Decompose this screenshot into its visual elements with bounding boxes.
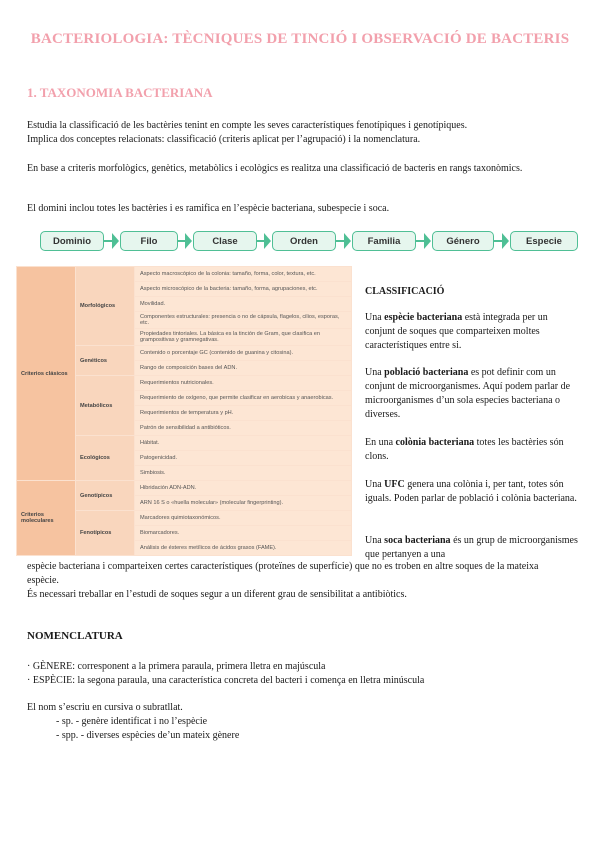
section-heading-taxonomia: 1. TAXONOMIA BACTERIANA <box>27 85 213 100</box>
flow-arrow-icon <box>112 233 119 249</box>
intro-line-1: Estudia la classificació de les bactèries tenint en compte les seves característiques fenotípiques i genotípiques. <box>27 120 468 131</box>
text-span: genera una colònia i, per tant, totes són iguals. Poden parlar de població i colònia bacteriana. <box>365 479 577 504</box>
criteria-item: Biomarcadores. <box>135 526 352 541</box>
especie-paragraph <box>365 311 580 353</box>
flow-arrow-line <box>416 240 424 242</box>
flow-node-familia: Familia <box>352 231 416 251</box>
classification-heading: CLASSIFICACIÓ <box>365 286 445 297</box>
nomenclature-heading: NOMENCLATURA <box>27 630 123 642</box>
criteria-item: ARN 16 S o «huella molecular» (molecular fingerprinting). <box>135 496 352 511</box>
subgroup-cell: Ecológicos <box>76 436 135 481</box>
group-cell: Criterios clásicos <box>17 267 76 481</box>
soca-continuation-2: És necessari treballar en l’estudi de soques segur a un diferent grau de sensibilitat a antibiòtics. <box>27 589 407 600</box>
nomenclature-especie: · ESPÈCIE: la segona paraula, una característica concreta del bacteri i comença en lletra minúscula <box>27 675 425 686</box>
flow-node-dominio: Dominio <box>40 231 104 251</box>
text-span: es pot definir com un conjunt de microorganismes. Aquí podem parlar de microorganismes d’un sola especies bacteriana o diverses. <box>365 367 571 420</box>
flow-node-orden: Orden <box>272 231 336 251</box>
subgroup-cell: Fenotípicos <box>76 511 135 556</box>
flow-arrow-line <box>257 240 264 242</box>
criteria-item: Contenido o porcentaje GC (contenido de guanina y citosina). <box>135 346 352 361</box>
criteria-item: Patrón de sensibilidad a antibióticos. <box>135 421 352 436</box>
criteria-item: Rango de composición bases del ADN. <box>135 361 352 376</box>
intro-paragraph-3: El domini inclou totes les bactèries i es ramifica en l’espècie bacteriana, subespecie i soca. <box>27 203 390 214</box>
criteria-item: Requerimiento de oxígeno, que permite clasificar en aerobicas y anaerobicas. <box>135 391 352 406</box>
text-span: està integrada per un conjunt de soques que comparteixen moltes característiques entre si. <box>365 312 548 351</box>
text-span: Una <box>365 312 385 323</box>
subgroup-cell: Genotípicos <box>76 481 135 511</box>
flow-arrow-icon <box>344 233 351 249</box>
text-span: Una <box>365 479 385 490</box>
term-ufc: UFC <box>384 479 405 490</box>
text-span: és un grup de microorganismes que pertanyen a una <box>365 535 578 560</box>
text-span: totes les bactèries són clons. <box>365 437 564 462</box>
group-cell: Criterios moleculares <box>17 481 76 556</box>
criteria-item: Análisis de ésteres metílicos de ácidos grasos (FAME). <box>135 541 352 556</box>
subgroup-cell: Metabólicos <box>76 376 135 436</box>
nomenclature-nom: El nom s’escriu en cursiva o subratllat. <box>27 702 183 713</box>
table-row <box>17 481 352 496</box>
flow-arrow-line <box>104 240 112 242</box>
criteria-item: Aspecto macroscópico de la colonia: tamaño, forma, color, textura, etc. <box>135 267 352 282</box>
criteria-item: Propiedades tintoriales. La básica es la tinción de Gram, que clasifica en grampositivas y gramnegativas. <box>135 329 352 346</box>
nomenclature-genere: · GÈNERE: corresponent a la primera paraula, primera lletra en majúscula <box>27 661 326 672</box>
flow-node-genero: Género <box>432 231 494 251</box>
text-span: Una <box>365 367 385 378</box>
table-row <box>17 267 352 282</box>
subgroup-cell: Morfológicos <box>76 267 135 346</box>
term-soca: soca bacteriana <box>384 535 451 546</box>
poblacio-paragraph <box>365 366 580 422</box>
page-title: BACTERIOLOGIA: TÈCNIQUES DE TINCIÓ I OBSERVACIÓ DE BACTERIS <box>30 31 570 47</box>
criteria-item: Requerimientos de temperatura y pH. <box>135 406 352 421</box>
criteria-item: Aspecto microscópico de la bacteria: tamaño, forma, agrupaciones, etc. <box>135 282 352 297</box>
term-especie: espècie bacteriana <box>384 312 463 323</box>
colonia-paragraph <box>365 436 580 464</box>
flow-arrow-line <box>336 240 344 242</box>
ufc-paragraph <box>365 478 580 506</box>
criteria-table <box>16 266 352 556</box>
text-span: En una <box>365 437 396 448</box>
term-poblacio: població bacteriana <box>384 367 469 378</box>
criteria-item: Patogenicidad. <box>135 451 352 466</box>
criteria-item: Movilidad. <box>135 297 352 312</box>
flow-arrow-icon <box>502 233 509 249</box>
subgroup-cell: Genéticos <box>76 346 135 376</box>
criteria-item: Hábitat. <box>135 436 352 451</box>
flow-arrow-line <box>178 240 185 242</box>
criteria-item: Hibridación ADN-ADN. <box>135 481 352 496</box>
soca-paragraph <box>365 534 580 562</box>
nomenclature-spp: - spp. - diverses espècies de’un mateix gènere <box>56 730 240 741</box>
flow-node-filo: Filo <box>120 231 178 251</box>
criteria-item: Simbiosis. <box>135 466 352 481</box>
criteria-item: Componentes estructurales: presencia o no de cápsula, flagelos, cilios, esporas, etc. <box>135 312 352 329</box>
flow-arrow-icon <box>264 233 271 249</box>
criteria-item: Marcadores quimiotaxonómicos. <box>135 511 352 526</box>
flow-arrow-icon <box>424 233 431 249</box>
flow-node-clase: Clase <box>193 231 257 251</box>
criteria-item: Requerimientos nutricionales. <box>135 376 352 391</box>
intro-paragraph-1 <box>27 119 582 147</box>
flow-arrow-line <box>494 240 502 242</box>
flow-node-especie: Especie <box>510 231 578 251</box>
flow-arrow-icon <box>185 233 192 249</box>
soca-continuation: espècie bacteriana i comparteixen certes característiques (proteïnes de superfície) que no es troben en altre soques de la mateixa espècie. <box>27 561 539 586</box>
term-colonia: colònia bacteriana <box>395 437 475 448</box>
text-span: Una <box>365 535 385 546</box>
nomenclature-sp: - sp. - genère identificat i no l’espècie <box>56 716 208 727</box>
intro-line-2: Implica dos conceptes relacionats: classificació (criteris aplicat per l’agrupació) i la nomenclatura. <box>27 134 421 145</box>
intro-paragraph-2: En base a criteris morfològics, genètics, metabòlics i ecològics es realitza una classificació de bacteris en rangs taxonòmics. <box>27 163 523 174</box>
